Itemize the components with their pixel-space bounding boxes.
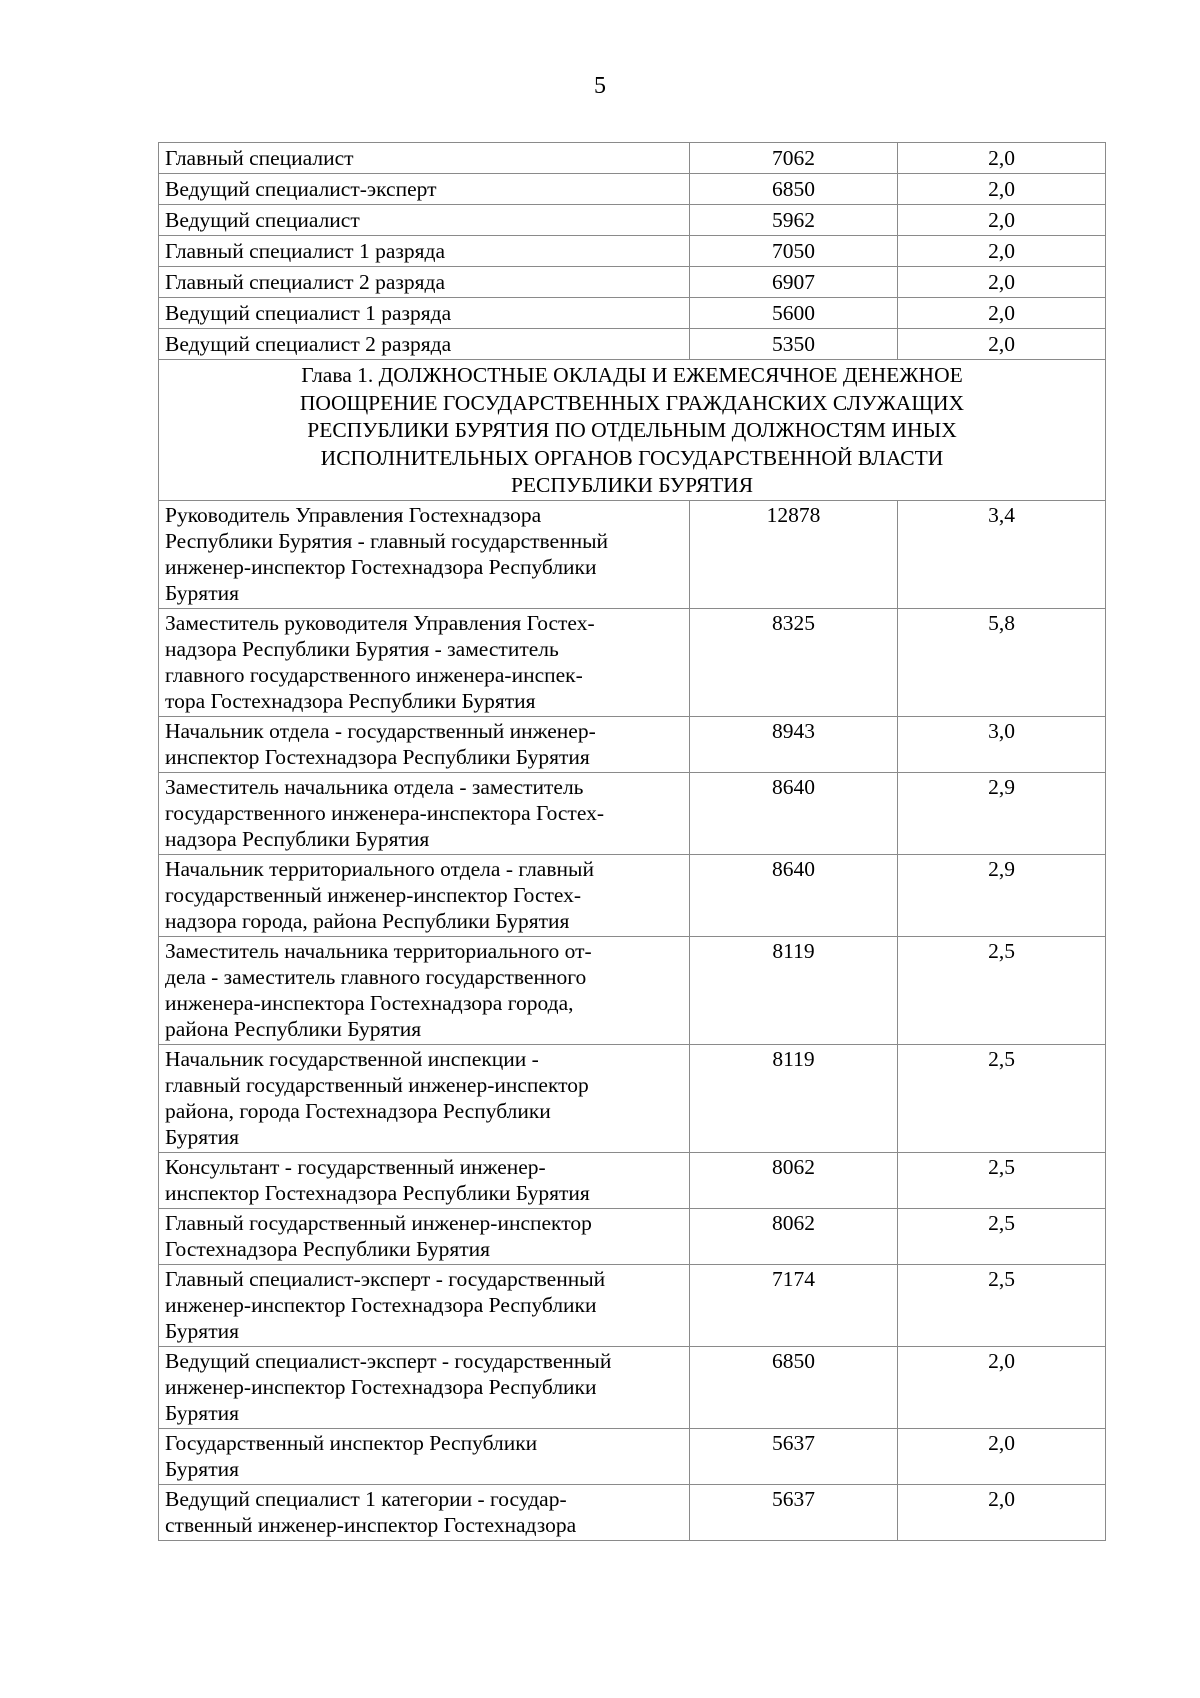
position-cell [159, 854, 690, 936]
position-cell: Ведущий специалист [159, 205, 690, 236]
position-cell [159, 1428, 690, 1484]
position-line: района Республики Бурятия [165, 1016, 422, 1041]
position-line: инженер-инспектор Гостехнадзора Республики [165, 1374, 597, 1399]
chapter-heading-row [159, 360, 1106, 501]
position-line: ственный инженер-инспектор Гостехнадзора [165, 1512, 577, 1537]
position-line: Бурятия [165, 1318, 239, 1343]
table-row [159, 1346, 1106, 1428]
position-cell: Ведущий специалист-эксперт [159, 174, 690, 205]
salary-cell: 6850 [690, 174, 898, 205]
coefficient-cell: 2,0 [898, 1428, 1106, 1484]
page-number: 5 [594, 73, 606, 99]
position-cell [159, 1484, 690, 1540]
position-line: Бурятия [165, 580, 239, 605]
position-line: дела - заместитель главного государственного [165, 964, 587, 989]
coefficient-cell: 2,0 [898, 143, 1106, 174]
coefficient-cell: 2,0 [898, 174, 1106, 205]
salary-table [158, 142, 1106, 1541]
position-line: Главный специалист-эксперт - государственный [165, 1266, 606, 1291]
position-line: инспектор Гостехнадзора Республики Бурятия [165, 744, 590, 769]
table-row [159, 1044, 1106, 1152]
chapter-heading-line: ПООЩРЕНИЕ ГОСУДАРСТВЕННЫХ ГРАЖДАНСКИХ СЛУЖАЩИХ [299, 390, 965, 415]
coefficient-cell: 3,4 [898, 500, 1106, 608]
salary-cell: 6850 [690, 1346, 898, 1428]
salary-cell: 8119 [690, 1044, 898, 1152]
table-row [159, 716, 1106, 772]
position-cell [159, 936, 690, 1044]
position-line: надзора Республики Бурятия [165, 826, 430, 851]
salary-cell: 5637 [690, 1428, 898, 1484]
position-line: надзора Республики Бурятия - заместитель [165, 636, 559, 661]
position-cell: Ведущий специалист 2 разряда [159, 329, 690, 360]
position-cell [159, 1208, 690, 1264]
salary-cell: 12878 [690, 500, 898, 608]
position-line: инженера-инспектора Гостехнадзора города, [165, 990, 574, 1015]
position-line: Гостехнадзора Республики Бурятия [165, 1236, 491, 1261]
table-row [159, 298, 1106, 329]
position-line: главный государственный инженер-инспектор [165, 1072, 589, 1097]
salary-cell: 5637 [690, 1484, 898, 1540]
table-row [159, 236, 1106, 267]
position-cell: Главный специалист 1 разряда [159, 236, 690, 267]
position-line: тора Гостехнадзора Республики Бурятия [165, 688, 536, 713]
table-row [159, 143, 1106, 174]
position-line: Заместитель начальника территориального от- [165, 938, 592, 963]
chapter-heading [159, 360, 1106, 501]
salary-cell: 8640 [690, 854, 898, 936]
salary-cell: 8119 [690, 936, 898, 1044]
position-line: главного государственного инженера-инспек- [165, 662, 583, 687]
chapter-heading-line: РЕСПУБЛИКИ БУРЯТИЯ ПО ОТДЕЛЬНЫМ ДОЛЖНОСТЯМ ИНЫХ [307, 418, 957, 442]
coefficient-cell: 2,0 [898, 298, 1106, 329]
position-line: Государственный инспектор Республики [165, 1430, 538, 1455]
position-line: Ведущий специалист 1 категории - государ- [165, 1486, 567, 1511]
chapter-heading-line: ИСПОЛНИТЕЛЬНЫХ ОРГАНОВ ГОСУДАРСТВЕННОЙ ВЛАСТИ [320, 445, 944, 470]
coefficient-cell: 2,0 [898, 1484, 1106, 1540]
position-cell: Главный специалист 2 разряда [159, 267, 690, 298]
position-line: Республики Бурятия - главный государственный [165, 528, 609, 553]
table-row [159, 608, 1106, 716]
table-row [159, 1484, 1106, 1540]
table-row [159, 174, 1106, 205]
coefficient-cell: 2,5 [898, 1208, 1106, 1264]
position-line: государственный инженер-инспектор Гостех- [165, 882, 582, 907]
salary-cell: 8325 [690, 608, 898, 716]
position-line: Ведущий специалист-эксперт - государственный [165, 1348, 612, 1373]
position-line: инспектор Гостехнадзора Республики Бурятия [165, 1180, 590, 1205]
chapter-heading-line: Глава 1. ДОЛЖНОСТНЫЕ ОКЛАДЫ И ЕЖЕМЕСЯЧНОЕ ДЕНЕЖНОЕ [301, 363, 963, 387]
salary-cell: 7050 [690, 236, 898, 267]
coefficient-cell: 2,0 [898, 1346, 1106, 1428]
position-line: Начальник государственной инспекции - [165, 1046, 539, 1071]
coefficient-cell: 2,9 [898, 854, 1106, 936]
position-line: Бурятия [165, 1400, 239, 1425]
position-line: надзора города, района Республики Бурятия [165, 908, 570, 933]
table-row [159, 329, 1106, 360]
position-line: инженер-инспектор Гостехнадзора Республики [165, 554, 597, 579]
coefficient-cell: 2,0 [898, 329, 1106, 360]
salary-cell: 5962 [690, 205, 898, 236]
coefficient-cell: 2,5 [898, 936, 1106, 1044]
position-cell [159, 1152, 690, 1208]
coefficient-cell: 5,8 [898, 608, 1106, 716]
salary-cell: 5600 [690, 298, 898, 329]
position-line: Заместитель начальника отдела - заместитель [165, 774, 584, 799]
table-row [159, 1152, 1106, 1208]
table-row [159, 854, 1106, 936]
salary-cell: 7174 [690, 1264, 898, 1346]
position-cell [159, 608, 690, 716]
coefficient-cell: 2,5 [898, 1152, 1106, 1208]
position-cell [159, 772, 690, 854]
position-line: Начальник территориального отдела - главный [165, 856, 594, 881]
chapter-heading-line: РЕСПУБЛИКИ БУРЯТИЯ [510, 473, 754, 497]
salary-cell: 6907 [690, 267, 898, 298]
coefficient-cell: 3,0 [898, 716, 1106, 772]
position-line: инженер-инспектор Гостехнадзора Республики [165, 1292, 597, 1317]
salary-cell: 8943 [690, 716, 898, 772]
salary-cell: 8640 [690, 772, 898, 854]
position-line: района, города Гостехнадзора Республики [165, 1098, 551, 1123]
coefficient-cell: 2,0 [898, 267, 1106, 298]
table-row [159, 1264, 1106, 1346]
position-line: Консультант - государственный инженер- [165, 1154, 546, 1179]
coefficient-cell: 2,0 [898, 236, 1106, 267]
coefficient-cell: 2,9 [898, 772, 1106, 854]
coefficient-cell: 2,5 [898, 1044, 1106, 1152]
position-line: Начальник отдела - государственный инженер- [165, 718, 596, 743]
coefficient-cell: 2,5 [898, 1264, 1106, 1346]
table-row [159, 500, 1106, 608]
salary-cell: 5350 [690, 329, 898, 360]
position-cell [159, 1044, 690, 1152]
position-line: Заместитель руководителя Управления Гостех- [165, 610, 595, 635]
position-cell [159, 1264, 690, 1346]
salary-cell: 8062 [690, 1152, 898, 1208]
position-line: государственного инженера-инспектора Гостех- [165, 800, 604, 825]
salary-cell: 7062 [690, 143, 898, 174]
position-line: Главный государственный инженер-инспектор [165, 1210, 592, 1235]
position-line: Бурятия [165, 1456, 239, 1481]
position-cell [159, 500, 690, 608]
table-row [159, 936, 1106, 1044]
table-body [159, 143, 1106, 1541]
table-row [159, 205, 1106, 236]
table-row [159, 267, 1106, 298]
table-row [159, 772, 1106, 854]
coefficient-cell: 2,0 [898, 205, 1106, 236]
table-row [159, 1208, 1106, 1264]
position-line: Руководитель Управления Гостехнадзора [165, 502, 542, 527]
position-cell: Главный специалист [159, 143, 690, 174]
position-cell: Ведущий специалист 1 разряда [159, 298, 690, 329]
table-row [159, 1428, 1106, 1484]
position-cell [159, 716, 690, 772]
salary-cell: 8062 [690, 1208, 898, 1264]
position-cell [159, 1346, 690, 1428]
position-line: Бурятия [165, 1124, 239, 1149]
